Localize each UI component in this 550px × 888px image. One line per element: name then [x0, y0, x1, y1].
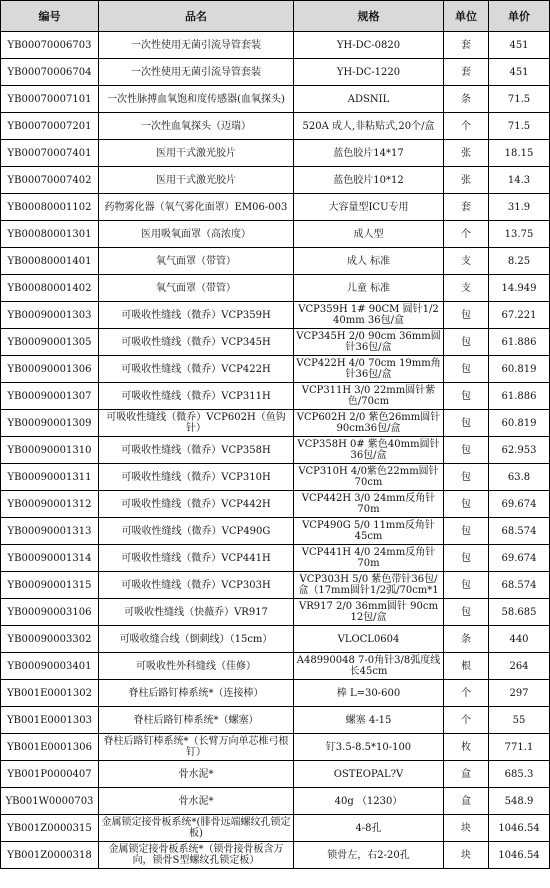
table-row: [1, 248, 550, 275]
cell-spec: 成人 标准: [294, 248, 444, 275]
cell-spec: VR917 2/0 36mm圆针 90cm 12包/盒: [294, 599, 444, 626]
cell-price: 71.5: [489, 113, 550, 140]
cell-price: 13.75: [489, 221, 550, 248]
cell-code: YB00090003106: [1, 599, 99, 626]
cell-price: 71.5: [489, 86, 550, 113]
cell-unit: 包: [444, 356, 489, 383]
table-row: [1, 437, 550, 464]
cell-spec: 棒 L=30-600: [294, 680, 444, 707]
cell-code: YB001W0000703: [1, 788, 99, 815]
cell-product-name: 氧气面罩（带管）: [99, 275, 294, 302]
table-row: [1, 734, 550, 761]
cell-code: YB00090001311: [1, 464, 99, 491]
cell-code: YB00080001301: [1, 221, 99, 248]
table-row: [1, 599, 550, 626]
cell-product-name: 医用干式激光胶片: [99, 140, 294, 167]
cell-unit: 包: [444, 572, 489, 599]
cell-product-name: 可吸收缝合线（倒刺线）（15cm）: [99, 626, 294, 653]
cell-code: YB00080001402: [1, 275, 99, 302]
cell-spec: VCP310H 4/0紫色22mm圆针70cm: [294, 464, 444, 491]
cell-price: 18.15: [489, 140, 550, 167]
cell-spec: A48990048 7-0角针3/8弧度线长45cm: [294, 653, 444, 680]
cell-unit: 枚: [444, 734, 489, 761]
cell-price: 1046.54: [489, 815, 550, 842]
cell-code: YB00090001307: [1, 383, 99, 410]
header-row: [1, 1, 550, 32]
cell-unit: 包: [444, 302, 489, 329]
cell-price: 61.886: [489, 329, 550, 356]
cell-code: YB00070007201: [1, 113, 99, 140]
cell-spec: VCP311H 3/0 22mm圆针紫色/70cm: [294, 383, 444, 410]
table-row: [1, 32, 550, 59]
cell-spec: VCP359H 1# 90CM 圆针1/2 40mm 36包/盒: [294, 302, 444, 329]
table-row: [1, 302, 550, 329]
cell-price: 451: [489, 59, 550, 86]
cell-price: 58.685: [489, 599, 550, 626]
cell-price: 264: [489, 653, 550, 680]
cell-price: 67.221: [489, 302, 550, 329]
table-row: [1, 383, 550, 410]
cell-product-name: 可吸收性缝线（微乔）VCP442H: [99, 491, 294, 518]
cell-code: YB00080001102: [1, 194, 99, 221]
cell-code: YB00090001309: [1, 410, 99, 437]
cell-unit: 套: [444, 59, 489, 86]
header-name: 品名: [99, 1, 294, 32]
cell-price: 297: [489, 680, 550, 707]
cell-product-name: 骨水泥*: [99, 761, 294, 788]
cell-spec: 蓝色胶片14*17: [294, 140, 444, 167]
cell-spec: 成人型: [294, 221, 444, 248]
table-row: [1, 194, 550, 221]
cell-code: YB00090001310: [1, 437, 99, 464]
cell-unit: 包: [444, 599, 489, 626]
cell-unit: 包: [444, 437, 489, 464]
cell-product-name: 可吸收性缝线（微乔）VCP310H: [99, 464, 294, 491]
cell-price: 55: [489, 707, 550, 734]
table-body: [1, 32, 550, 869]
cell-unit: 支: [444, 248, 489, 275]
cell-product-name: 可吸收性缝线（微乔）VCP311H: [99, 383, 294, 410]
table-row: [1, 167, 550, 194]
table-row: [1, 815, 550, 842]
cell-unit: 块: [444, 842, 489, 869]
cell-product-name: 氧气面罩（带管）: [99, 248, 294, 275]
cell-spec: VCP422H 4/0 70cm 19mm角针36包/盒: [294, 356, 444, 383]
cell-product-name: 可吸收性缝线（微乔）VCP303H: [99, 572, 294, 599]
cell-product-name: 一次性使用无菌引流导管套装: [99, 32, 294, 59]
cell-spec: YH-DC-0820: [294, 32, 444, 59]
cell-unit: 条: [444, 626, 489, 653]
cell-product-name: 一次性血氧探头（迈瑞）: [99, 113, 294, 140]
cell-spec: 大容量型ICU专用: [294, 194, 444, 221]
cell-code: YB00090001315: [1, 572, 99, 599]
cell-product-name: 金属锁定接骨板系统*（锁骨接骨板含万向，锁骨S型螺纹孔锁定板）: [99, 842, 294, 869]
cell-code: YB001Z0000318: [1, 842, 99, 869]
cell-price: 68.574: [489, 518, 550, 545]
header-spec: 规格: [294, 1, 444, 32]
cell-price: 14.949: [489, 275, 550, 302]
table-row: [1, 707, 550, 734]
cell-unit: 根: [444, 653, 489, 680]
cell-unit: 支: [444, 275, 489, 302]
cell-product-name: 可吸收性缝线（微乔）VCP359H: [99, 302, 294, 329]
cell-price: 548.9: [489, 788, 550, 815]
cell-unit: 套: [444, 194, 489, 221]
cell-product-name: 一次性脉搏血氧饱和度传感器(血氧探头): [99, 86, 294, 113]
cell-spec: YH-DC-1220: [294, 59, 444, 86]
cell-spec: VCP602H 2/0 紫色26mm圆针90cm36包/盒: [294, 410, 444, 437]
cell-code: YB00090001306: [1, 356, 99, 383]
table-row: [1, 113, 550, 140]
table-row: [1, 356, 550, 383]
cell-unit: 盒: [444, 788, 489, 815]
table-row: [1, 491, 550, 518]
table-row: [1, 572, 550, 599]
cell-price: 68.574: [489, 572, 550, 599]
header-unit: 单位: [444, 1, 489, 32]
cell-price: 62.953: [489, 437, 550, 464]
cell-unit: 张: [444, 140, 489, 167]
cell-code: YB00090003302: [1, 626, 99, 653]
cell-spec: 螺塞 4-15: [294, 707, 444, 734]
cell-price: 63.8: [489, 464, 550, 491]
cell-code: YB001E0001302: [1, 680, 99, 707]
cell-product-name: 骨水泥*: [99, 788, 294, 815]
cell-product-name: 脊柱后路钉棒系统*（连接棒）: [99, 680, 294, 707]
cell-spec: 钉3.5-8.5*10-100: [294, 734, 444, 761]
table-row: [1, 626, 550, 653]
cell-spec: VCP441H 4/0 24mm反角针70m: [294, 545, 444, 572]
cell-spec: 儿童 标准: [294, 275, 444, 302]
cell-product-name: 金属锁定接骨板系统*(腓骨远端螺纹孔锁定板): [99, 815, 294, 842]
cell-code: YB00090003401: [1, 653, 99, 680]
cell-product-name: 一次性使用无菌引流导管套装: [99, 59, 294, 86]
cell-spec: VCP345H 2/0 90cm 36mm圆针36包/盒: [294, 329, 444, 356]
cell-product-name: 脊柱后路钉棒系统*（螺塞）: [99, 707, 294, 734]
cell-product-name: 脊柱后路钉棒系统*（长臂万向单芯椎弓根钉）: [99, 734, 294, 761]
cell-code: YB00090001314: [1, 545, 99, 572]
cell-code: YB00070006704: [1, 59, 99, 86]
cell-price: 69.674: [489, 545, 550, 572]
header-price: 单价: [489, 1, 550, 32]
cell-code: YB001E0001303: [1, 707, 99, 734]
table-row: [1, 59, 550, 86]
table-row: [1, 518, 550, 545]
cell-product-name: 可吸收性缝线（微乔）VCP422H: [99, 356, 294, 383]
table-row: [1, 140, 550, 167]
cell-product-name: 可吸收性缝线（快薇乔）VR917: [99, 599, 294, 626]
cell-spec: 蓝色胶片10*12: [294, 167, 444, 194]
cell-price: 1046.54: [489, 842, 550, 869]
table-row: [1, 680, 550, 707]
cell-unit: 个: [444, 221, 489, 248]
cell-code: YB00090001312: [1, 491, 99, 518]
table-row: [1, 788, 550, 815]
table-row: [1, 86, 550, 113]
cell-product-name: 可吸收性缝线（微乔）VCP490G: [99, 518, 294, 545]
cell-code: YB001P0000407: [1, 761, 99, 788]
cell-product-name: 可吸收性缝线（微乔）VCP345H: [99, 329, 294, 356]
table-row: [1, 761, 550, 788]
cell-price: 31.9: [489, 194, 550, 221]
cell-code: YB00070007401: [1, 140, 99, 167]
cell-unit: 包: [444, 383, 489, 410]
cell-price: 685.3: [489, 761, 550, 788]
cell-spec: 锁骨左，右2-20孔: [294, 842, 444, 869]
cell-unit: 包: [444, 464, 489, 491]
cell-spec: VCP358H 0# 紫色40mm圆针36包/盒: [294, 437, 444, 464]
cell-product-name: 药物雾化器（氧气雾化面罩）EM06-003: [99, 194, 294, 221]
cell-unit: 个: [444, 707, 489, 734]
cell-unit: 个: [444, 680, 489, 707]
cell-price: 14.3: [489, 167, 550, 194]
cell-spec: ADSNIL: [294, 86, 444, 113]
cell-price: 8.25: [489, 248, 550, 275]
cell-product-name: 可吸收性缝线（微乔）VCP602H（鱼钩针）: [99, 410, 294, 437]
table-row: [1, 329, 550, 356]
cell-code: YB00090001303: [1, 302, 99, 329]
cell-unit: 包: [444, 545, 489, 572]
cell-code: YB00070007101: [1, 86, 99, 113]
cell-unit: 盒: [444, 761, 489, 788]
header-code: 编号: [1, 1, 99, 32]
cell-product-name: 可吸收性缝线（微乔）VCP358H: [99, 437, 294, 464]
cell-unit: 张: [444, 167, 489, 194]
cell-product-name: 可吸收性外科缝线（佳修）: [99, 653, 294, 680]
cell-price: 60.819: [489, 410, 550, 437]
cell-price: 771.1: [489, 734, 550, 761]
cell-spec: 40g （1230）: [294, 788, 444, 815]
cell-spec: VCP442H 3/0 24mm反角针70m: [294, 491, 444, 518]
cell-spec: 520A 成人,非粘贴式,20个/盒: [294, 113, 444, 140]
cell-spec: VCP303H 5/0 紫色带针36包/盒（17mm圆针1/2弧/70cm*1: [294, 572, 444, 599]
cell-product-name: 可吸收性缝线（微乔）VCP441H: [99, 545, 294, 572]
table-row: [1, 842, 550, 869]
cell-price: 69.674: [489, 491, 550, 518]
cell-code: YB001Z0000315: [1, 815, 99, 842]
cell-code: YB00070007402: [1, 167, 99, 194]
cell-spec: OSTEOPAL?V: [294, 761, 444, 788]
cell-unit: 包: [444, 491, 489, 518]
cell-price: 61.886: [489, 383, 550, 410]
cell-spec: VLOCL0604: [294, 626, 444, 653]
cell-price: 440: [489, 626, 550, 653]
cell-product-name: 医用吸氧面罩（高浓度）: [99, 221, 294, 248]
cell-code: YB00080001401: [1, 248, 99, 275]
table-row: [1, 653, 550, 680]
cell-spec: 4-8孔: [294, 815, 444, 842]
cell-unit: 包: [444, 410, 489, 437]
cell-code: YB00090001313: [1, 518, 99, 545]
cell-spec: VCP490G 5/0 11mm反角针45cm: [294, 518, 444, 545]
cell-code: YB001E0001306: [1, 734, 99, 761]
cell-unit: 包: [444, 329, 489, 356]
cell-unit: 个: [444, 113, 489, 140]
cell-code: YB00070006703: [1, 32, 99, 59]
table-row: [1, 221, 550, 248]
cell-unit: 块: [444, 815, 489, 842]
cell-unit: 条: [444, 86, 489, 113]
cell-unit: 套: [444, 32, 489, 59]
cell-price: 60.819: [489, 356, 550, 383]
table-row: [1, 410, 550, 437]
cell-code: YB00090001305: [1, 329, 99, 356]
table-row: [1, 545, 550, 572]
table-row: [1, 275, 550, 302]
cell-unit: 包: [444, 518, 489, 545]
cell-product-name: 医用干式激光胶片: [99, 167, 294, 194]
table-row: [1, 464, 550, 491]
cell-price: 451: [489, 32, 550, 59]
